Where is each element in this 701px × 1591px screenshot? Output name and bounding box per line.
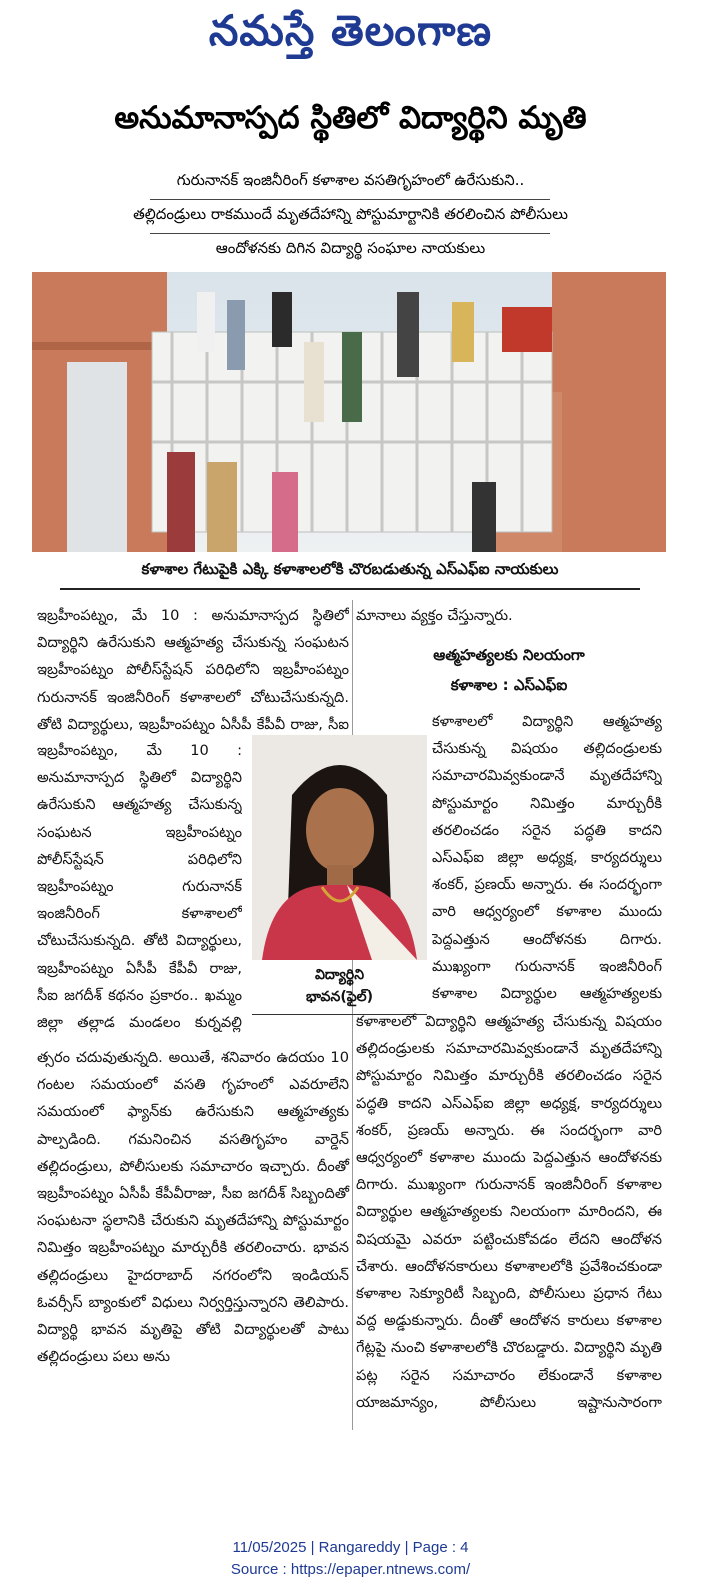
portrait-caption-line-2: భావన(ఫైల్): [305, 989, 374, 1005]
column-divider: [352, 600, 353, 1430]
crowd-photo-icon: [32, 272, 666, 552]
footer-source-line: Source : https://epaper.ntnews.com/: [230, 1561, 471, 1578]
deck-line-1: గురునానక్ ఇంజినీరింగ్ కళాశాల వసతిగృహంలో ఉరేసుకుని..: [176, 171, 525, 189]
deck-divider: [150, 199, 550, 200]
portrait-photo: [252, 735, 427, 960]
subhead-1: ఆత్మహత్యలకు నిలయంగా: [433, 646, 585, 664]
article-right-bottom-text: కళాశాలలో విద్యార్థిని ఆత్మహత్య చేసుకున్న విషయం తల్లిదండ్రులకు సమాచారమివ్వకుండానే మృతదేహాన్ని పోస్టుమార్టం నిమిత్తం మార్చురీకి తరలించడం సరైన పద్ధతి కాదని ఎస్ఎఫ్ఐ జిల్లా అధ్యక్ష, కార్యదర్శులు శంకర్, ప్రణయ్ అన్నారు. ఈ సందర్భంగా వారి ఆధ్వర్యంలో కళాశాల ముందు పెద్దఎత్తున ఆందోళనకు దిగారు. ముఖ్యంగా గురునానక్ ఇంజినీరింగ్ కళాశాల విద్యార్థుల ఆత్మహత్యలకు: [432, 713, 662, 1003]
article-right-bottom-a: [432, 708, 662, 1008]
photo-caption: కళాశాల గేటుపైకి ఎక్కి కళాశాలలోకి చొరబడుతున్న ఎస్ఎఫ్ఐ నాయకులు: [60, 560, 640, 590]
article-left-top-text: ఇబ్రహీంపట్నం, మే 10 : అనుమానాస్పద స్థితిలో విద్యార్థిని ఉరేసుకుని ఆత్మహత్య చేసుకున్న సంఘటన ఇబ్రహీంపట్నం పోలీస్‌స్టేషన్ పరిధిలోని ఇబ్రహీంపట్నం గురునానక్ ఇంజినీరింగ్ కళాశాలలో చోటుచేసుకున్నది. తోటి విద్యార్థులు, ఇబ్రహీంపట్నం ఏసీపీ కేపీవీ రాజు, సీఐ: [37, 607, 349, 733]
article-left-top-a: [37, 602, 349, 737]
article-left-top-b: [37, 737, 242, 1037]
article-left-top-text-cont: ఇబ్రహీంపట్నం, మే 10 : అనుమానాస్పద స్థితిలో విద్యార్థిని ఉరేసుకుని ఆత్మహత్య చేసుకున్న సంఘటన ఇబ్రహీంపట్నం పోలీస్‌స్టేషన్ పరిధిలోని ఇబ్రహీంపట్నం గురునానక్ ఇంజినీరింగ్ కళాశాలలో చోటుచేసుకున్నది. తోటి విద్యార్థులు, ఇబ్రహీంపట్నం ఏసీపీ కేపీవీ రాజు, సీఐ జగదీశ్ కథనం ప్రకారం.. ఖమ్మం జిల్లా తల్లాడ మండలం కుర్నవల్లి: [37, 742, 242, 1032]
subhead-2: కళాశాల : ఎస్ఎఫ్ఐ: [450, 676, 568, 694]
portrait-caption: [252, 964, 427, 1015]
article-right-bottom-text-cont: కళాశాలలో విద్యార్థిని ఆత్మహత్య చేసుకున్న విషయం తల్లిదండ్రులకు సమాచారమివ్వకుండానే మృతదేహాన్ని పోస్టుమార్టం నిమిత్తం మార్చురీకి తరలించడం సరైన పద్ధతి కాదని ఎస్ఎఫ్ఐ జిల్లా అధ్యక్ష, కార్యదర్శులు శంకర్, ప్రణయ్ అన్నారు. ఈ సందర్భంగా వారి ఆధ్వర్యంలో కళాశాల ముందు పెద్దఎత్తున ఆందోళనకు దిగారు. ముఖ్యంగా గురునానక్ ఇంజినీరింగ్ కళాశాల విద్యార్థుల ఆత్మహత్యలకు నిలయంగా మారిందని, ఈ విషయమై ఎవరూ పట్టించుకోవడం లేదని ఆందోళన చేశారు. ఆందోళనకారులు కళాశాలలోకి ప్రవేశించకుండా కళాశాల సెక్యూరిటీ సిబ్బంది, పోలీసులు ప్రధాన గేటు వద్ద అడ్డుకున్నారు. దీంతో ఆందోళన కారులు కళాశాల గేట్లపై నుంచి కళాశాలలోకి చొరబడ్డారు. విద్యార్థిని మృతి పట్ల సరైన సమాచారం లేకుండానే కళాశాల యాజమాన్యం, పోలీసులు ఇష్టానుసారంగా: [356, 1013, 662, 1411]
student-portrait-icon: [252, 735, 427, 960]
article-right-top: మానాలు వ్యక్తం చేస్తున్నారు.: [356, 607, 513, 624]
deck-line-2: తల్లిదండ్రులు రాకముందే మృతదేహాన్ని పోస్టుమార్టానికి తరలించిన పోలీసులు: [133, 205, 568, 223]
article-right-bottom-b: [356, 1008, 662, 1418]
headline: అనుమానాస్పద స్థితిలో విద్యార్థిని మృతి: [114, 100, 587, 136]
page-footer: [0, 1537, 701, 1581]
portrait-caption-line-1: విద్యార్థిని: [314, 967, 365, 983]
footer-date-line: 11/05/2025 | Rangareddy | Page : 4: [232, 1539, 469, 1556]
news-photo: [32, 272, 666, 552]
article-left-bottom: త్సరం చదువుతున్నది. అయితే, శనివారం ఉదయం 10 గంటల సమయంలో వసతి గృహంలో ఎవరూలేని సమయంలో ఫ్యాన్‌కు ఉరేసుకుని ఆత్మహత్యకు పాల్పడింది. గమనించిన వసతిగృహం వార్డెన్ తల్లిదండ్రులు, పోలీసులకు సమాచారం ఇచ్చారు. దీంతో ఇబ్రహీంపట్నం ఏసీపీ కేపీవీరాజు, సీఐ జగదీశ్ సిబ్బందితో సంఘటనా స్థలానికి చేరుకుని మృతదేహాన్ని పోస్టుమార్టం నిమిత్తం ఇబ్రహీంపట్నం మార్చురీకి తరలించారు. భావన తల్లిదండ్రులు హైదరాబాద్ నగరంలోని ఇండియన్ ఓవర్సీస్ బ్యాంకులో విధులు నిర్వర్తిస్తున్నారని తెలిపారు. విద్యార్థి భావన మృతిపై తోటి విద్యార్థులతో పాటు తల్లిదండ్రులు పలు అను: [37, 1049, 349, 1366]
deck-line-3: ఆందోళనకు దిగిన విద్యార్థి సంఘాల నాయకులు: [215, 239, 486, 257]
deck-divider: [150, 233, 550, 234]
masthead: నమస్తే తెలంగాణ: [208, 6, 493, 55]
